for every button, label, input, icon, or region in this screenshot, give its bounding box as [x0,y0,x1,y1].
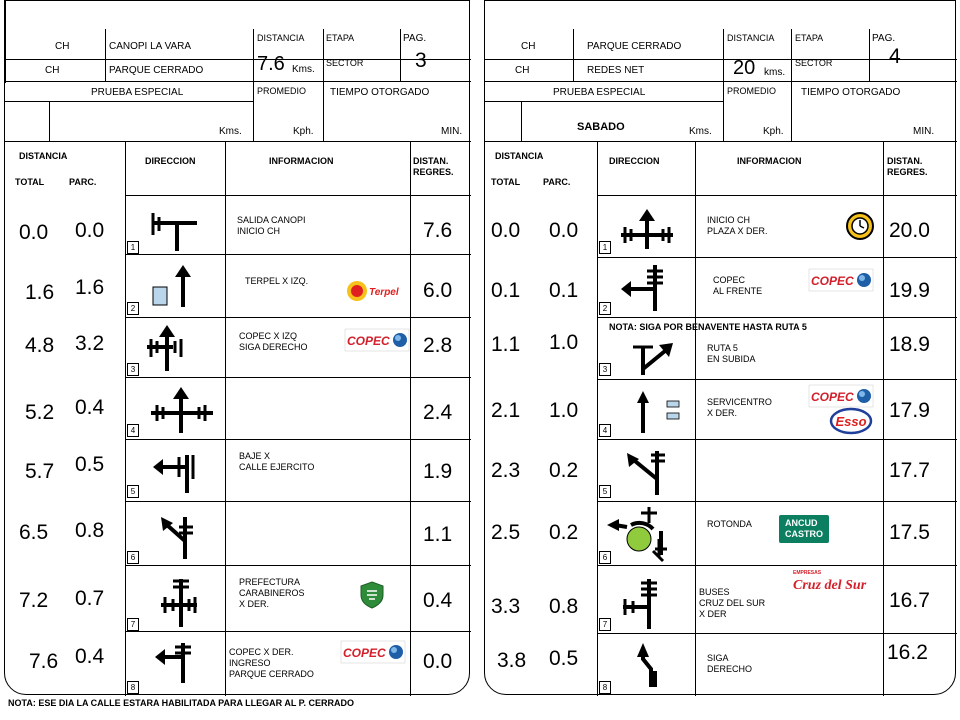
rotonda-direction-box: ANCUD CASTRO [779,515,829,543]
row3-direction-icon [629,341,675,375]
row7-direction-icon [157,573,203,627]
row1-parc: 0.0 [75,219,105,242]
esso-logo-icon [829,407,873,435]
row5-index: 5 [599,485,611,498]
row1-index: 1 [127,241,139,254]
row4-direction-icon [635,389,685,433]
esso-logo-text: Esso [835,414,867,429]
roadbook-page-4 [484,0,956,695]
terpel-logo-text: Terpel [369,287,399,298]
row4-parc: 1.0 [549,399,579,422]
row1-direction-icon [619,207,675,249]
copec-logo-icon [809,269,873,291]
row1-direction-icon [145,211,205,251]
copec-logo-icon [345,329,409,351]
row8-total: 7.6 [29,650,59,673]
row8-regres: 16.2 [887,641,928,664]
row4-total: 2.1 [491,399,521,422]
copec-logo-text-2: COPEC [811,390,854,404]
row3-direction-icon [143,323,189,371]
col-total: TOTAL [15,177,45,187]
kph-unit: Kph. [293,126,314,137]
row7-info: PREFECTURA CARABINEROS X DER. [239,577,305,609]
row5-regres: 17.7 [889,459,930,482]
row8-total: 3.8 [497,649,527,672]
row6-parc: 0.8 [75,519,105,542]
row2-direction-icon [619,263,669,311]
distancia-label: DISTANCIA [727,33,775,43]
row4-total: 5.2 [25,401,55,424]
prueba-label: PRUEBA ESPECIAL [91,87,184,98]
row2-info: TERPEL X IZQ. [245,276,309,286]
col-total: TOTAL [491,177,521,187]
row2-direction-icon [151,263,195,307]
min-unit: MIN. [913,126,935,137]
destination-place: REDES NET [587,65,645,76]
row6-info: ROTONDA [707,519,752,529]
row8-info: COPEC X DER. INGRESO PARQUE CERRADO [229,647,314,679]
row8-direction-icon [153,639,199,683]
col-direccion: DIRECCION [145,156,196,166]
footer-note: NOTA: ESE DIA LA CALLE ESTARA HABILITADA PARA LLEGAR AL P. CERRADO [8,698,354,708]
col-direccion: DIRECCION [609,156,660,166]
row5-parc: 0.5 [75,453,105,476]
kms-unit: Kms. [219,126,242,137]
distancia-value: 7.6 [257,53,285,75]
etapa-label: ETAPA [795,33,824,43]
etapa-label: ETAPA [326,33,355,43]
row3-parc: 3.2 [75,332,105,355]
pag-label: PAG. [872,33,896,44]
row6-total: 2.5 [491,521,521,544]
cruz-del-sur-logo-icon [791,567,877,595]
day-label: SABADO [577,121,625,133]
cruz-logo-text: Cruz del Sur [793,578,867,593]
row8-index: 8 [599,681,611,694]
row1-info: INICIO CH PLAZA X DER. [707,215,768,236]
pag-label: PAG. [403,33,427,44]
row2-regres: 19.9 [889,279,930,302]
copec-logo-text: COPEC [347,334,390,348]
row3-regres: 2.8 [423,334,453,357]
row2-info: COPEC AL FRENTE [713,275,763,296]
sector-label: SECTOR [795,58,833,68]
row5-direction-icon [151,449,201,493]
row7-regres: 0.4 [423,589,453,612]
origin-place: CANOPI LA VARA [109,41,192,52]
kms-unit: Kms. [689,126,712,137]
row6-parc: 0.2 [549,521,579,544]
row1-index: 1 [599,241,611,254]
row6-regres: 17.5 [889,521,930,544]
row5-direction-icon [625,447,671,495]
row7-total: 7.2 [19,589,49,612]
row8-info: SIGA DERECHO [707,653,753,674]
row2-total: 1.6 [25,281,55,304]
distancia-unit: Kms. [292,64,315,75]
row5-total: 5.7 [25,460,55,483]
col-distan: DISTAN. [413,156,449,166]
row1-parc: 0.0 [549,219,579,242]
ch-code-2: CH [45,65,60,76]
row8-parc: 0.5 [549,647,579,670]
prueba-label: PRUEBA ESPECIAL [553,87,646,98]
row3-parc: 1.0 [549,331,579,354]
row3-info: RUTA 5 EN SUBIDA [707,343,756,364]
copec-logo-icon-2 [809,385,873,407]
row3-info: COPEC X IZQ SIGA DERECHO [239,331,308,352]
row6-total: 6.5 [19,521,49,544]
distancia-unit: kms. [764,67,786,78]
carabineros-shield-icon [359,581,385,609]
row7-parc: 0.7 [75,587,105,610]
row8-index: 8 [127,681,139,694]
row3-index: 3 [127,363,139,376]
copec-logo-text-2: COPEC [343,646,386,660]
ch-code-2: CH [515,65,530,76]
col-informacion: INFORMACION [737,156,802,166]
promedio-label: PROMEDIO [727,86,777,96]
row4-regres: 17.9 [889,399,930,422]
tiempo-label: TIEMPO OTORGADO [801,87,901,98]
col-distan: DISTAN. [887,156,923,166]
row4-info: SERVICENTRO X DER. [707,397,772,418]
col-informacion: INFORMACION [269,156,334,166]
destination-place: PARQUE CERRADO [109,65,204,76]
pag-value: 3 [415,49,427,72]
col-regres: REGRES. [413,167,454,177]
distancia-label: DISTANCIA [257,33,305,43]
distancia-value: 20 [733,57,756,79]
cruz-logo-small-text: EMPRESAS [793,570,822,576]
row5-total: 2.3 [491,459,521,482]
row7-regres: 16.7 [889,589,930,612]
row4-index: 4 [599,424,611,437]
col-distancia: DISTANCIA [495,151,544,161]
ch-code-1: CH [55,41,70,52]
row7-info: BUSES CRUZ DEL SUR X DER [699,587,766,619]
row6-index: 6 [599,551,611,564]
ch-code-1: CH [521,41,536,52]
pag-value: 4 [889,45,901,68]
kph-unit: Kph. [763,126,784,137]
row6-index: 6 [127,551,139,564]
row7-index: 7 [127,618,139,631]
row7-direction-icon [619,575,665,629]
row5-parc: 0.2 [549,459,579,482]
promedio-label: PROMEDIO [257,86,307,96]
row2-index: 2 [127,302,139,315]
sector-label: SECTOR [326,58,364,68]
row2-index: 2 [599,302,611,315]
row4-index: 4 [127,424,139,437]
col-parc: PARC. [543,177,571,187]
row2-regres: 6.0 [423,279,453,302]
terpel-logo-icon [345,279,411,303]
row4-regres: 2.4 [423,401,453,424]
row1-regres: 20.0 [889,219,930,242]
row1-info: SALIDA CANOPI INICIO CH [237,215,306,236]
col-regres: REGRES. [887,167,928,177]
row3-total: 4.8 [25,334,55,357]
row6-roundabout-icon [601,503,685,561]
row3-index: 3 [599,363,611,376]
row4-direction-icon [151,385,213,433]
row1-total: 0.0 [491,219,521,242]
row8-parc: 0.4 [75,645,105,668]
row3-regres: 18.9 [889,333,930,356]
copec-logo-icon-2 [341,641,405,663]
row2-parc: 0.1 [549,279,579,302]
row5-regres: 1.9 [423,460,453,483]
row7-index: 7 [599,618,611,631]
row1-regres: 7.6 [423,219,453,242]
row5-info: BAJE X CALLE EJERCITO [239,451,315,472]
plaza-clock-icon [845,211,875,241]
row6-direction-icon [159,511,199,559]
col-distancia: DISTANCIA [19,151,68,161]
tiempo-label: TIEMPO OTORGADO [330,87,430,98]
row3-total: 1.1 [491,333,521,356]
row6-regres: 1.1 [423,523,453,546]
row7-total: 3.3 [491,595,521,618]
row1-total: 0.0 [19,221,49,244]
row8-regres: 0.0 [423,650,453,673]
origin-place: PARQUE CERRADO [587,41,682,52]
col-parc: PARC. [69,177,97,187]
row2-total: 0.1 [491,279,521,302]
copec-logo-text: COPEC [811,274,854,288]
row3-note: NOTA: SIGA POR BENAVENTE HASTA RUTA 5 [609,322,807,332]
min-unit: MIN. [441,126,463,137]
row7-parc: 0.8 [549,595,579,618]
roadbook-page-3 [4,0,470,695]
row2-parc: 1.6 [75,276,105,299]
row8-direction-icon [635,641,665,687]
row5-index: 5 [127,485,139,498]
row4-parc: 0.4 [75,396,105,419]
